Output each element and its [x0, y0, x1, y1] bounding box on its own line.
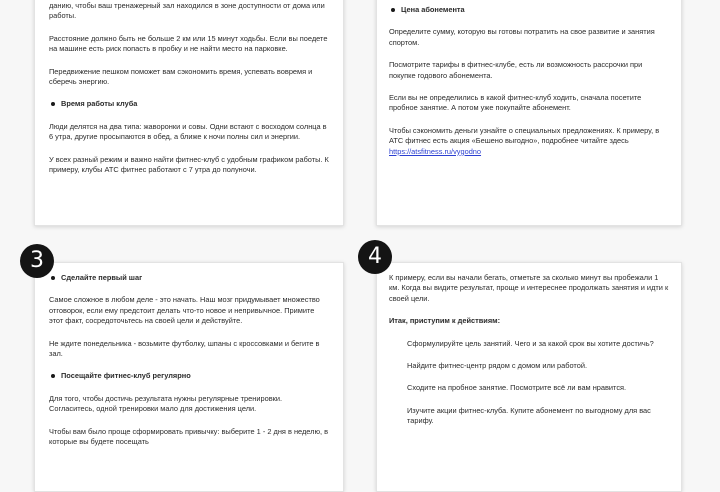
paragraph: данию, чтобы ваш тренажерный зал находился в зоне доступности от дома или работы.: [49, 1, 325, 21]
bullet-heading: Сделайте первый шаг: [49, 273, 329, 283]
paragraph-text: Чтобы сэкономить деньги узнайте о специальных предложениях. К примеру, в АТС фитнес есть акция «Бешено выгодно», подробнее читайте здесь: [389, 125, 660, 146]
article-card-top-left: [34, 0, 344, 226]
paragraph: К примеру, если вы начали бегать, отметьте за сколько минут вы пробежали 1 км. Когда вы видите результат, проще и интереснее продолжать занятия и идти к своей цели.: [389, 273, 669, 303]
step-item: Изучите акции фитнес-клуба. Купите абонемент по выгодному для вас тарифу.: [407, 405, 651, 426]
step-item: Сходите на пробное занятие. Посмотрите всё ли вам нравится.: [407, 383, 627, 393]
paragraph: Посмотрите тарифы в фитнес-клубе, есть ли возможность рассрочки при покупке годового абонемента.: [389, 60, 643, 80]
step-number-badge: 3: [20, 244, 54, 278]
paragraph: Для того, чтобы достичь результата нужны регулярные тренировки. Согласитесь, одной тренировки мало для достижения цели.: [49, 393, 283, 414]
paragraph-with-link: [389, 126, 669, 157]
bullet-heading: Посещайте фитнес-клуб регулярно: [49, 371, 329, 381]
paragraph: У всех разный режим и важно найти фитнес-клуб с удобным графиком работы. К примеру, клубы АТС фитнес работают с 7 утра до полуночи.: [49, 154, 329, 175]
paragraph: Чтобы вам было проще сформировать привычку: выберите 1 - 2 дня в неделю, в которые вы будете посещать: [49, 426, 329, 447]
promo-link[interactable]: https://atsfitness.ru/vygodno: [389, 146, 482, 156]
step-item: Сформулируйте цель занятий. Чего и за какой срок вы хотите достичь?: [407, 338, 654, 348]
paragraph: Определите сумму, которую вы готовы потратить на свое развитие и занятия спортом.: [389, 27, 655, 47]
bullet-heading: Цена абонемента: [389, 5, 669, 15]
paragraph: Если вы не определились в какой фитнес-клуб ходить, сначала посетите пробное занятие. А потом уже покупайте абонемент.: [389, 93, 642, 113]
paragraph: Люди делятся на два типа: жаворонки и совы. Одни встают с восходом солнца в 6 утра, другие просыпаются в обед, а ближе к ночи полны сил и энергии.: [49, 121, 327, 142]
article-card-bottom-right: [376, 262, 682, 492]
step-item: Найдите фитнес-центр рядом с домом или работой.: [407, 361, 588, 371]
section-heading: Итак, приступим к действиям:: [389, 316, 501, 326]
paragraph: Не ждите понедельника - возьмите футболку, шпаны с кроссовками и бегите в зал.: [49, 338, 320, 359]
paragraph: Передвижение пешком поможет вам сэкономить время, успевать вовремя и сберечь энергию.: [49, 66, 313, 87]
article-card-bottom-left: [34, 262, 344, 492]
bullet-heading: Время работы клуба: [49, 99, 329, 109]
article-card-top-right: [376, 0, 682, 226]
paragraph: Расстояние должно быть не больше 2 км или 15 минут ходьбы. Если вы поедете на машине есть риск попасть в пробку и не найти место на парковке.: [49, 33, 328, 54]
paragraph: Самое сложное в любом деле - это начать. Наш мозг придумывает множество отговорок, если ему предстоит делать что-то новое и непривычное. Примите этот факт, сосредоточьтесь на своей цели и действуйте.: [49, 295, 320, 326]
step-number-badge: 4: [358, 240, 392, 274]
